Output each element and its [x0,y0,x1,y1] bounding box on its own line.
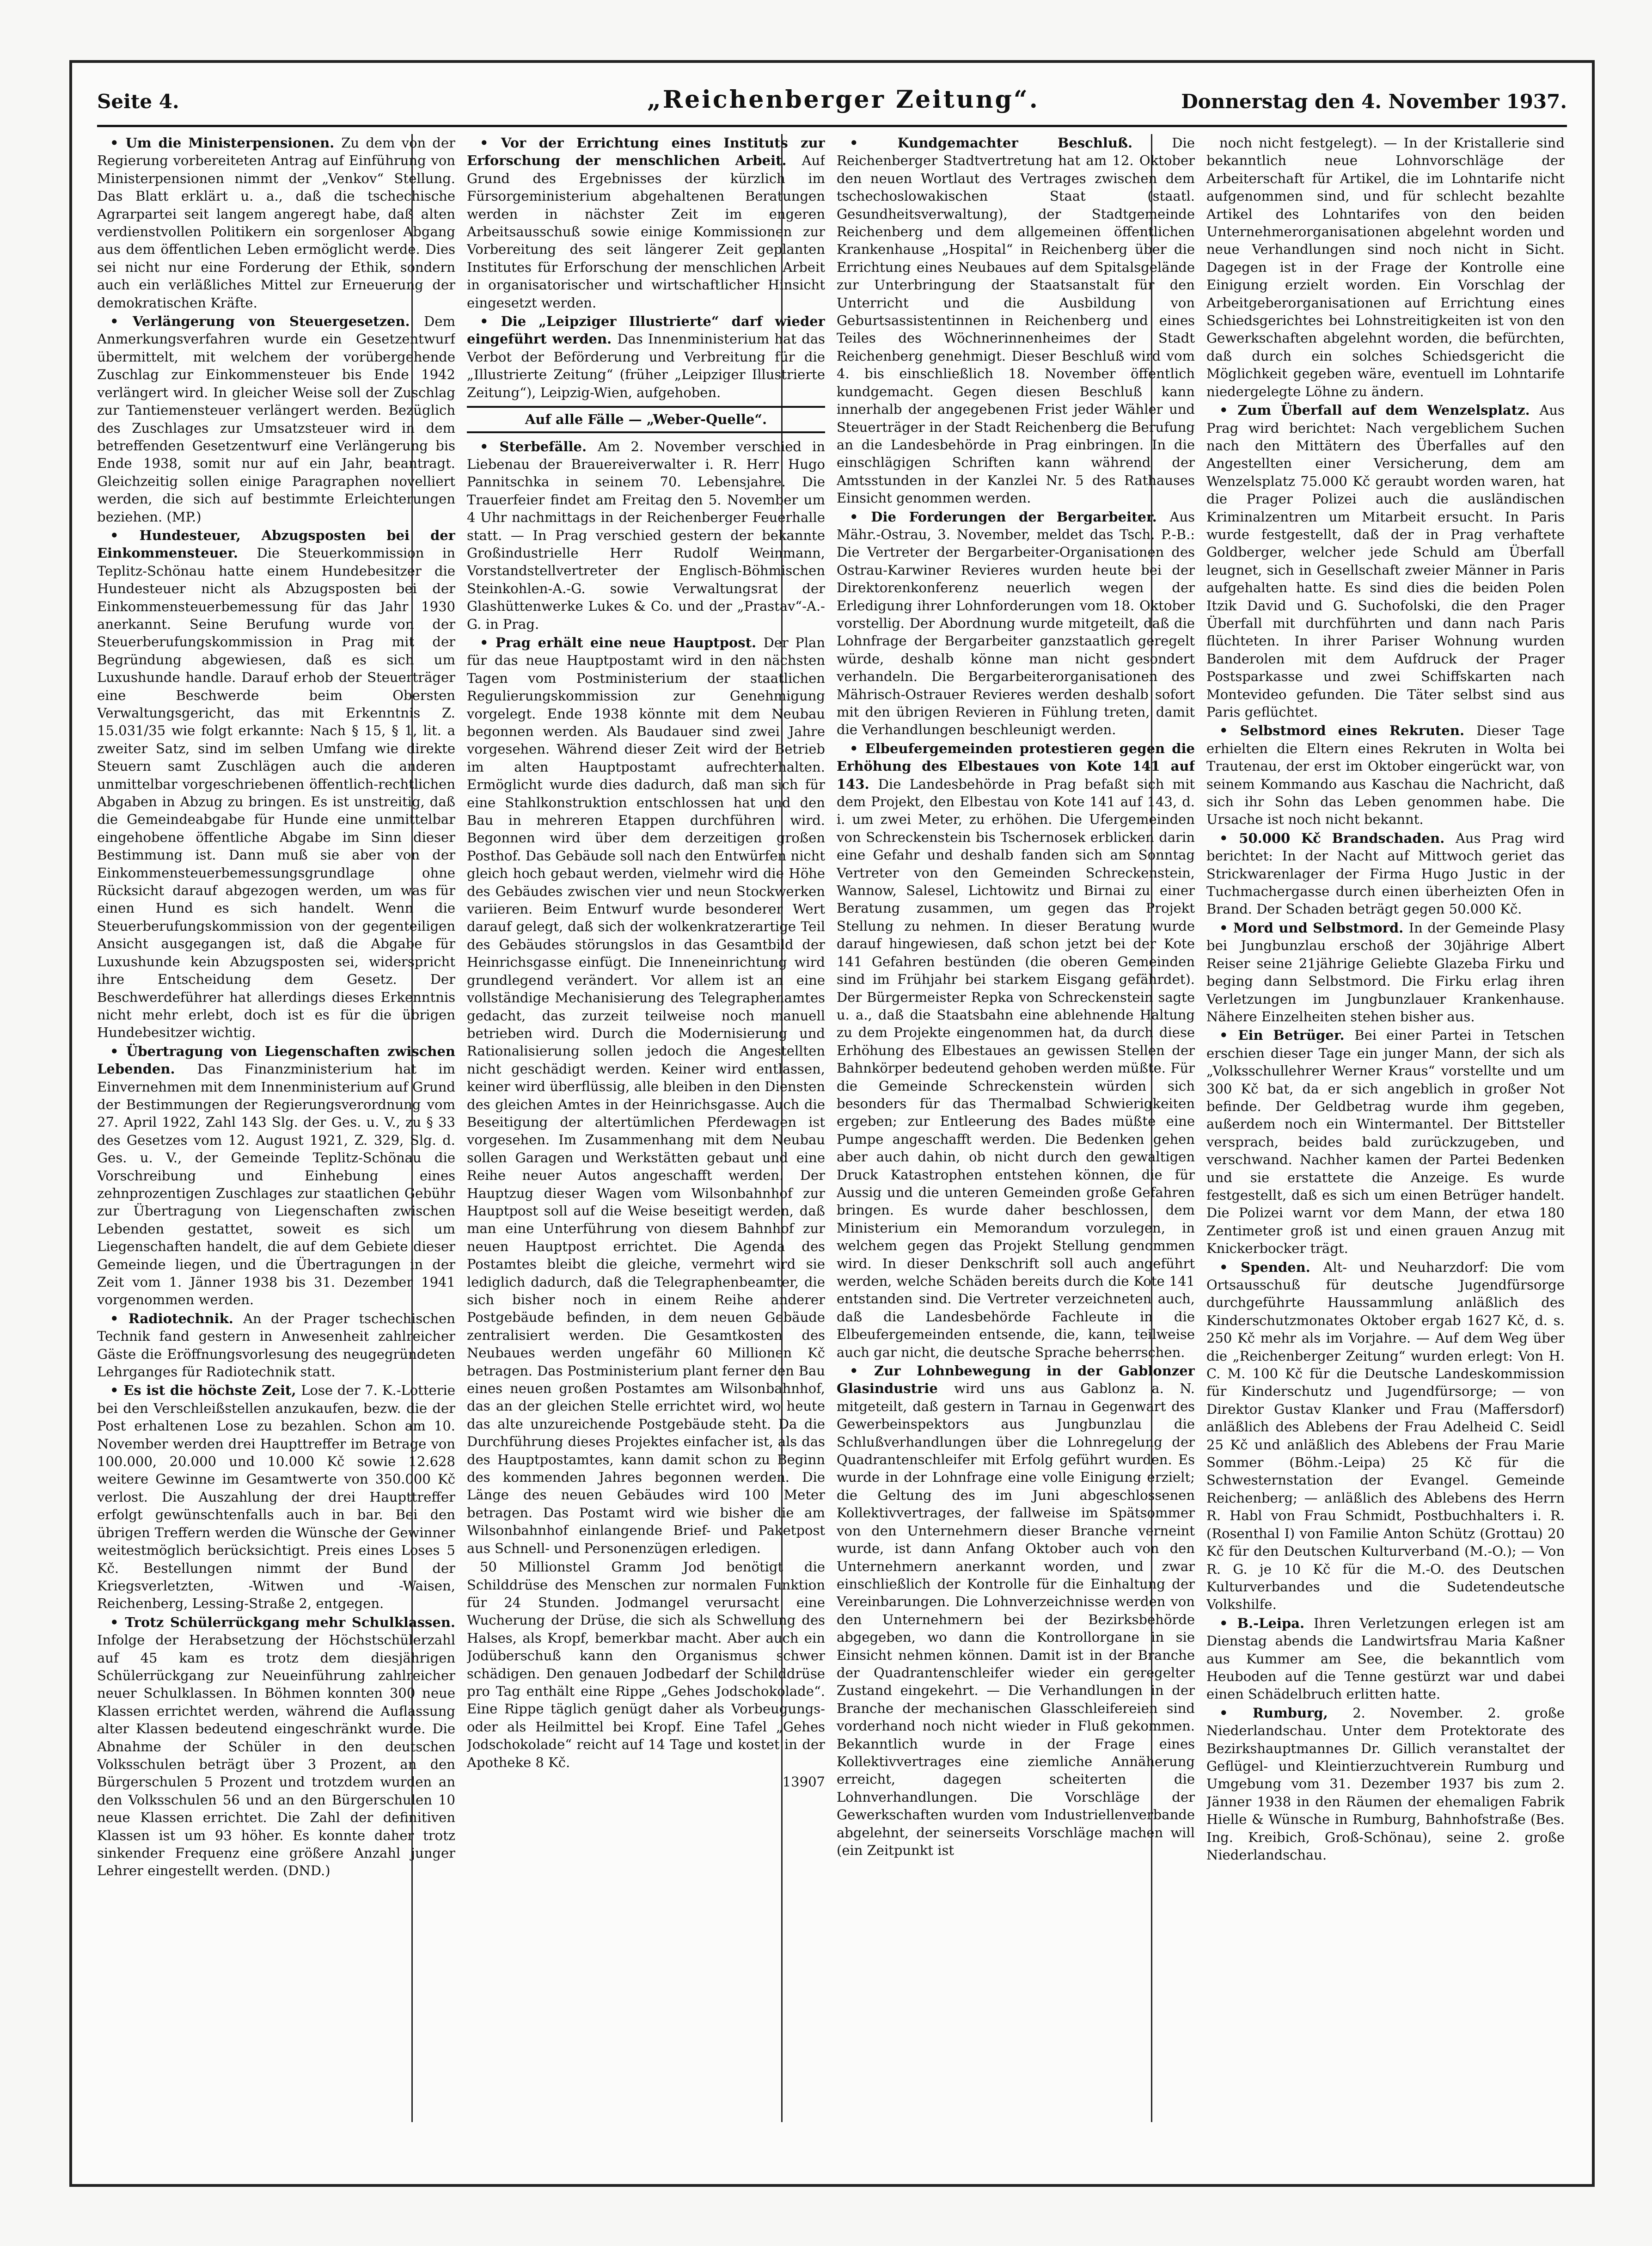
column-1 [97,134,455,2122]
article-paragraph [97,1614,455,1880]
article-text: Aus Mähr.-Ostrau, 3. November, meldet das Tsch. P.-B.: Die Vertreter der Bergarbeiter-Organisationen des Ostrau-Karwiner Revieres wurden heute bei der Direktorenkonferenz neuerlich wegen der Erledigung ihrer Lohnforderungen vom 18. Oktober vorstellig. Der Abordnung wurde mitgeteilt, daß die Lohnfrage der Bergarbeiter ganzstaatlich geregelt würde, deshalb könne man nicht gesondert verhandeln. Die Bergarbeiterorganisationen des Mährisch-Ostrauer Revieres werden deshalb sofort mit den übrigen Revieren in Fühlung treten, damit die Verhandlungen beschleunigt werden. [837,509,1195,738]
article-paragraph [1206,1614,1565,1703]
article-paragraph [97,1381,455,1612]
article-paragraph [97,313,455,526]
article-paragraph [1206,919,1565,1025]
article-text: Die Reichenberger Stadtvertretung hat am 12. Oktober den neuen Wortlaut des Vertrages zwischen dem tschechoslowakischen Staat (staatl. Gesundheitsverwaltung), der Stadtgemeinde Reichenberg und dem allgemeinen öffentlichen Krankenhause „Hospital“ in Reichenberg über die Errichtung eines Neubaues auf dem Spitalsgelände zur Unterbringung der Staatsanstalt für den Unterricht und die Ausbildung von Geburtsassistentinnen in Reichenberg und eines Teiles des Wöchnerinnenheimes der Stadt Reichenberg genehmigt. Dieser Beschluß wird vom 4. bis einschließlich 18. November öffentlich kundgemacht. Gegen diesen Beschluß kann innerhalb der angegebenen Frist jeder Wähler und Steuerträger in der Stadt Reichenberg die Berufung an die Landesbehörde in Prag einbringen. In die einschlägigen Schriften kann während der Amtsstunden in der Kanzlei Nr. 5 des Rathauses Einsicht genommen werden. [837,135,1195,506]
article-text: Die Landesbehörde in Prag befaßt sich mit dem Projekt, den Elbestau von Kote 141 auf 143, d. i. um zwei Meter, zu erhöhen. Die Ufergemeinden von Schreckenstein bis Tschernosek erblicken darin eine Gefahr und deshalb fanden sich am Sonntag Vertreter von den Gemeinden Schreckenstein, Wannow, Salesel, Lichtowitz und Birnai zu einer Beratung zusammen, um gegen das Projekt Stellung zu nehmen. In dieser Beratung wurde darauf hingewiesen, daß schon jetzt bei der Kote 141 Gefahren bestünden (die oberen Gemeinden sind im Frühjahr bei starkem Eisgang gefährdet). Der Bürgermeister Repka von Schreckenstein sagte u. a., daß die Staatsbahn eine ablehnende Haltung zu dem Projekte eingenommen hat, da durch diese Erhöhung des Elbestaues an gewissen Stellen der Bahnkörper bedeutend gehoben werden müßte. Für die Gemeinde Schreckenstein würden sich besonders für das Thermalbad Schwierigkeiten ergeben; zur Entleerung des Bades müßte eine Pumpe angeschafft werden. Die Bedenken gehen aber auch dahin, ob nicht durch den gewaltigen Druck Katastrophen entstehen können, die für Aussig und die unteren Gemeinden große Gefahren bringen. Es wurde daher beschlossen, dem Ministerium ein Memorandum vorzulegen, in welchem gegen das Projekt Stellung genommen wird. In dieser Denkschrift soll auch angeführt werden, welche Schäden bereits durch die Kote 141 entstanden sind. Die Vertreter verzeichneten auch, daß die Landesbehörde Fachleute in die Elbeufergemeinden entsende, die, kann, teilweise auch gar nicht, die deutsche Sprache beherrschen. [837,776,1195,1360]
article-text: Lose der 7. K.-Lotterie bei den Verschleißstellen anzukaufen, bezw. die der Post erhaltenen Lose zu bezahlen. Schon am 10. November werden drei Haupttreffer im Betrage von 100.000, 20.000 und 10.000 Kč sowie 12.628 weitere Gewinne im Gesamtwerte von 350.000 Kč verlost. Die Auszahlung der drei Haupttreffer erfolgt gewünschtenfalls auch in bar. Bei den übrigen Treffern werden die Wünsche der Gewinner weitestmöglich berücksichtigt. Preis eines Loses 5 Kč. Bestellungen nimmt der Bund der Kriegsverletzten, -Witwen und -Waisen, Reichenberg, Lessing-Straße 2, entgegen. [97,1382,455,1612]
article-paragraph [1206,134,1565,400]
article-paragraph [467,313,825,401]
article-text: Das Innenministerium hat das Verbot der Beförderung und Verbreitung für die „Illustrierte Zeitung“ (früher „Leipziger Illustrierte Zeitung“), Leipzig-Wien, aufgehoben. [467,331,825,400]
article-heading: • Trotz Schülerrückgang mehr Schulklassen. [110,1614,455,1630]
article-text: Dem Anmerkungsverfahren wurde ein Gesetzentwurf übermittelt, mit welchem der vorübergehende Zuschlag zur Einkommensteuer bis Ende 1942 verlängert wird. In gleicher Weise soll der Zuschlag zur Tantiemensteuer verlängert werden. Bezüglich des Zuschlages zur Umsatzsteuer wird in dem betreffenden Gesetzentwurf eine Verlängerung bis Ende 1938, somit nur auf ein Jahr, beantragt. Gleichzeitig sollen einige Paragraphen novelliert werden, die sich auf bestimmte Erleichterungen beziehen. (MP.) [97,313,455,525]
article-paragraph [467,1558,825,1771]
article-heading: • Selbstmord eines Rekruten. [1219,723,1477,739]
article-heading: • Radiotechnik. [110,1310,244,1326]
article-text: Alt- und Neuharzdorf: Die vom Ortsausschuß für deutsche Jugendfürsorge durchgeführte Haussammlung anläßlich des Kinderschutzmonates Oktober ergab 1627 Kč, d. s. 250 Kč mehr als im Vorjahre. — Auf dem Weg über die „Reichenberger Zeitung“ wurden erlegt: Von H. C. M. 100 Kč für die Deutsche Landeskommission für Kinderschutz und Jugendfürsorge; — von Direktor Gustav Klanker und Frau (Maffersdorf) anläßlich des Ablebens der Frau Adelheid C. Seidl 25 Kč und anläßlich des Ablebens der Frau Marie Sommer (Böhm.-Leipa) 25 Kč für die Schwesternstation der Evangel. Gemeinde Reichenberg; — anläßlich des Ablebens des Herrn R. Habl von Frau Schmidt, Postbuchhalters i. R. (Rosenthal I) von Familie Anton Schütz (Grottau) 20 Kč für den Deutschen Kulturverband (M.-O.); — Von R. G. je 10 Kč für die M.-O. des Deutschen Kulturverbandes und die Sudetendeutsche Volkshilfe. [1206,1259,1565,1613]
article-text: 2. November. 2. große Niederlandschau. Unter dem Protektorate des Bezirkshauptmannes Dr. Gillich veranstaltet der Geflügel- und Kleintierzuchtverein Rumburg und Umgebung vom 31. Dezember 1937 bis zum 2. Jänner 1938 in den Räumen der ehemaligen Fabrik Hielle & Wünsche in Rumburg, Bahnhofstraße (Bes. Ing. Kreibich, Groß-Schönau), seine 2. große Niederlandschau. [1206,1705,1565,1863]
article-heading: • Zum Überfall auf dem Wenzelsplatz. [1219,402,1540,418]
column-2 [467,134,825,2122]
article-paragraph [1206,1026,1565,1257]
article-text: 50 Millionstel Gramm Jod benötigt die Schilddrüse des Menschen zur normalen Funktion für 24 Stunden. Jodmangel verursacht eine Wucherung der Drüse, die sich als Schwellung des Halses, als Kropf, bemerkbar macht. Aber auch ein Jodüberschuß kann den Organismus schwer schädigen. Den genauen Jodbedarf der Schilddrüse pro Tag enthält eine Rippe „Gehes Jodschokolade“. Eine Rippe täglich genügt daher als Vorbeugungs- oder als Heilmittel bei Kropf. Eine Tafel „Gehes Jodschokolade“ reicht auf 14 Tage und kostet in der Apotheke 8 Kč. [467,1559,825,1770]
article-paragraph [1206,401,1565,721]
article-text: Am 2. November verschied in Liebenau der Brauereiverwalter i. R. Herr Hugo Pannitschka in seinem 70. Lebensjahre. Die Trauerfeier findet am Freitag den 5. November um 4 Uhr nachmittags in der Reichenberger Feuerhalle statt. — In Prag verschied gestern der bekannte Großindustrielle Herr Rudolf Weinmann, Vorstandstellvertreter der Englisch-Böhmischen Steinkohlen-A.-G. sowie Verwaltungsrat der Glashüttenwerke Lukes & Co. und der „Prastav“-A.-G. in Prag. [467,438,825,632]
article-text: Dieser Tage erhielten die Eltern eines Rekruten in Wolta bei Trautenau, der erst im Oktober eingerückt war, von seinem Kommando aus Kaschau die Nachricht, daß sich ihr Sohn das Leben genommen habe. Die Ursache ist noch nicht bekannt. [1206,723,1565,828]
article-paragraph [1206,722,1565,828]
article-heading: • Um die Ministerpensionen. [110,135,342,151]
article-paragraph [1206,1258,1565,1614]
article-paragraph [97,527,455,1042]
article-heading: • Zur Lohnbewegung in der Gablonzer Glasindustrie [837,1363,1195,1397]
article-heading: • Es ist die höchste Zeit, [110,1382,301,1399]
article-paragraph [467,134,825,312]
article-heading: • Übertragung von Liegenschaften zwischen Lebenden. [97,1043,455,1077]
ad-reference-number: 13907 [782,1773,825,1790]
article-heading: • Spenden. [1219,1259,1323,1275]
article-text: Der Plan für das neue Hauptpostamt wird in den nächsten Tagen vom Postministerium der staatlichen Regulierungskommission zur Genehmigung vorgelegt. Ende 1938 könnte mit dem Neubau begonnen werden. Als Baudauer sind zwei Jahre vorgesehen. Während dieser Zeit wird der Betrieb im alten Hauptpostamt aufrechterhalten. Ermöglicht wurde dies dadurch, daß man sich für eine Stahlkonstruktion entschlossen hat und den Bau in mehreren Etappen durchführen wird. Begonnen wird über dem derzeitigen großen Posthof. Das Gebäude soll nach den Entwürfen nicht gleich hoch gebaut werden, vielmehr wird die Höhe des Gebäudes zwischen vier und neun Stockwerken variieren. Beim Entwurf wurde besonderer Wert darauf gelegt, daß sich der wolkenkratzerartige Teil des Gebäudes störungslos in das Gesamtbild der Heinrichsgasse einfügt. Die Inneneinrichtung wird grundlegend verändert. Vor allem ist an eine vollständige Mechanisierung des Telegraphenamtes gedacht, das zurzeit teilweise noch manuell betrieben wird. Durch die Modernisierung und Rationalisierung sollen jedoch die Angestellten nicht geschädigt werden. Keiner wird entlassen, keiner wird überflüssig, alle bleiben in den Diensten des gleichen Amtes in der Heinrichsgasse. Auch die Beseitigung der altertümlichen Pferdewagen ist vorgesehen. Im Zusammenhang mit dem Neubau sollen Garagen und Werkstätten gebaut und eine Reihe neuer Autos angeschafft werden. Der Hauptzug dieser Wagen vom Wilsonbahnhof zur Hauptpost soll auf die Weise beseitigt werden, daß man eine Unterführung von diesem Bahnhof zur neuen Hauptpost errichtet. Die Agenda des Postamtes bleibt die gleiche, vermehrt wird sie lediglich dadurch, daß die Telegraphenbeamter, die sich bisher noch in einem Reihe anderer Postgebäude befinden, in dem neuen Gebäude zentralisiert werden. Die Gesamtkosten des Neubaues werden ungefähr 60 Millionen Kč betragen. Das Postministerium plant ferner den Bau eines neuen großen Postamtes am Wilsonbahnhof, das an der gleichen Stelle errichtet wird, wo heute das alte unzureichende Postgebäude steht. Da die Durchführung dieses Projektes einfacher ist, als das des Hauptpostamtes, kann damit schon zu Beginn des kommenden Jahres begonnen werden. Die Länge des neuen Gebäudes wird 100 Meter betragen. Das Postamt wird wie bisher die am Wilsonbahnhof einlangende Brief- und Paketpost aus Schnell- und Personenzügen erledigen. [467,634,825,1556]
article-heading: • Elbeufergemeinden protestieren gegen die Erhöhung des Elbestaues von Kote 141 auf 143. [837,740,1195,792]
article-paragraph [1206,1704,1565,1864]
page-number: Seite 4. [97,90,179,113]
article-heading: • Ein Betrüger. [1219,1027,1355,1043]
article-paragraph [1206,829,1565,918]
article-text: Die Steuerkommission in Teplitz-Schönau hatte einem Hundebesitzer die Hundesteuer nicht als Abzugsposten bei der Einkommensteuerbemessung für das Jahr 1930 anerkannt. Seine Berufung wurde von der Steuerberufungskommission in Prag mit der Begründung abgewiesen, daß es sich um Luxushunde handle. Darauf erhob der Steuerträger eine Beschwerde beim Obersten Verwaltungsgericht, das mit Erkenntnis Z. 15.031/35 wie folgt erkannte: Nach § 15, § 1, lit. a zweiter Satz, sind im selben Umfang wie direkte Steuern samt Zuschlägen auch die anderen unmittelbar vorgeschriebenen öffentlich-rechtlichen Abgaben in Abzug zu bringen. Es ist unstreitig, daß die Gemeindeabgabe für Hunde eine unmittelbar eingehobene öffentliche Abgabe im Sinn dieser Bestimmung ist. Dann muß sie aber von der Einkommensteuerbemessungsgrundlage ohne Rücksicht darauf abgezogen werden, um was für einen Hund es sich handelt. Wenn die Steuerberufungskommission von der gegenteiligen Ansicht ausgegangen ist, daß die Abgabe für Luxushunde kein Abzugsposten sei, widerspricht ihre Entscheidung dem Gesetz. Der Beschwerdeführer hat allerdings dieses Erkenntnis nicht mehr erlebt, doch ist es für die übrigen Hundebesitzer wichtig. [97,545,455,1041]
article-paragraph [837,134,1195,507]
newspaper-title: „Reichenberger Zeitung“. [647,86,1040,114]
article-text: Infolge der Herabsetzung der Höchstschülerzahl auf 45 kam es trotz dem diesjährigen Schülerrückgang zur Neueinführung zahlreicher neuer Schulklassen. In Böhmen konnten 300 neue Klassen errichtet werden, während die Auflassung alter Klassen bedeutend eingeschränkt wurde. Die Abnahme der Schüler in den deutschen Volksschulen beträgt über 3 Prozent, an den Bürgerschulen 5 Prozent und trotzdem wurden an den Volksschulen 56 und an den Bürgerschulen 10 neue Klassen errichtet. Die Zahl der definitiven Klassen ist um 93 höher. Es konnte daher trotz sinkender Frequenz eine größere Anzahl junger Lehrer eingestellt werden. (DND.) [97,1632,455,1879]
article-text: An der Prager tschechischen Technik fand gestern in Anwesenheit zahlreicher Gäste die Eröffnungsvorlesung des neugegründeten Lehrganges für Radiotechnik statt. [97,1310,455,1380]
article-paragraph [837,508,1195,739]
article-heading: • Verlängerung von Steuergesetzen. [110,313,424,330]
article-text: Aus Prag wird berichtet: In der Nacht auf Mittwoch geriet das Strickwarenlager der Firma Hugo Justic in der Tuchmachergasse durch einen überheizten Ofen in Brand. Der Schaden beträgt gegen 50.000 Kč. [1206,830,1565,917]
issue-date: Donnerstag den 4. November 1937. [1181,90,1567,113]
article-heading: • B.-Leipa. [1219,1615,1314,1631]
article-heading: • Prag erhält eine neue Hauptpost. [480,634,764,650]
article-paragraph [97,134,455,312]
article-text: Aus Prag wird berichtet: Nach vergeblichem Suchen nach den Mittätern des Überfalles auf den Angestellten einer Versicherung, dem am Wenzelsplatz 75.000 Kč geraubt worden waren, hat die Prager Polizei auch die ausländischen Kriminalzentren um Mitarbeit ersucht. In Paris wurde festgestellt, daß der in Prag verhaftete Goldberger, welcher jede Schuld am Überfall leugnet, sich in Gesellschaft zweier Männer in Paris aufgehalten hatte. Es sind dies die beiden Polen Itzik David und G. Suchofolski, die den Prager Überfall mit durchführten und dann nach Paris flüchteten. In ihrer Pariser Wohnung wurden Banderolen mit dem Aufdruck der Prager Postsparkasse und zwei Schiffskarten nach Montevideo gefunden. Die Täter selbst sind aus Paris geflüchtet. [1206,402,1565,720]
article-paragraph [467,634,825,1557]
column-3 [837,134,1195,2122]
article-text: Bei einer Partei in Tetschen erschien dieser Tage ein junger Mann, der sich als „Volksschullehrer Werner Kraus“ vorstellte und um 300 Kč bat, da er sich angeblich in großer Not befinde. Der Geldbetrag wurde ihm gegeben, außerdem noch ein Wintermantel. Der Bittsteller versprach, beides bald zurückzugeben, und verschwand. Nachher kamen der Partei Bedenken und sie erstattete die Anzeige. Es wurde festgestellt, daß es sich um einen Betrüger handelt. Die Polizei warnt vor dem Mann, der etwa 180 Zentimeter groß ist und einen grauen Anzug mit Knickerbocker trägt. [1206,1027,1565,1257]
article-heading: • Die Forderungen der Bergarbeiter. [850,509,1170,525]
article-paragraph [837,740,1195,1361]
advertisement-box: Auf alle Fälle — „Weber-Quelle“. [467,406,825,433]
article-heading: • Die „Leipziger Illustrierte“ darf wieder eingeführt werden. [467,313,825,347]
article-heading: • Mord und Selbstmord. [1219,920,1409,936]
article-heading: • 50.000 Kč Brandschaden. [1219,830,1456,846]
article-paragraph [837,1362,1195,1859]
article-heading: • Kundgemachter Beschluß. [850,135,1172,151]
article-heading: • Rumburg, [1219,1705,1353,1721]
article-paragraph [97,1043,455,1309]
article-text: Das Finanzministerium hat im Einvernehmen mit dem Innenministerium auf Grund der Bestimmungen der Regierungsverordnung vom 27. April 1922, Zahl 143 Slg. der Ges. u. V., zu § 33 des Gesetzes vom 12. August 1921, Z. 329, Slg. d. Ges. u. V., der Gemeinde Teplitz-Schönau die Vorschreibung und Einhebung eines zehnprozentigen Zuschlages zur staatlichen Gebühr zur Übertragung von Liegenschaften zwischen Lebenden gestattet, soweit es sich um Liegenschaften handelt, die auf dem Gebiete dieser Gemeinde liegen, und die Übertragungen in der Zeit vom 1. Jänner 1938 bis 31. Dezember 1941 vorgenommen werden. [97,1061,455,1308]
header-rule [97,125,1567,127]
article-paragraph [97,1310,455,1381]
article-text: noch nicht festgelegt). — In der Kristallerie sind bekanntlich neue Lohnvorschläge der Arbeiterschaft für Artikel, die im Lohntarife nicht aufgenommen sind, und für schlecht bezahlte Artikel des Lohntarifes von den beiden Unternehmerorganisationen abgelehnt worden und neue Verhandlungen sind noch nicht in Sicht. Dagegen ist in der Frage der Kontrolle eine Einigung erzielt worden. Ein Vorschlag der Arbeitgeberorganisationen auf Errichtung eines Schiedsgerichtes bei Lohnstreitigkeiten ist von den Gewerkschaften abgelehnt worden, die befürchten, daß durch ein solches Schiedsgericht die Möglichkeit gegeben wäre, eventuell im Lohntarife niedergelegte Löhne zu ändern. [1206,135,1565,399]
article-text: wird uns aus Gablonz a. N. mitgeteilt, daß gestern in Tarnau in Gegenwart des Gewerbeinspektors aus Jungbunzlau die Schlußverhandlungen über die Lohnregelung der Quadrantenschleifer mit Erfolg geführt wurden. Es wurde in der Lohnfrage eine volle Einigung erzielt; die Geltung des im Juni abgeschlossenen Kollektivvertrages, der fallweise im Spätsommer von den Unternehmern dieser Branche verneint wurde, ist dann Anfang Oktober auch von den Unternehmern anerkannt worden, und zwar einschließlich der Kontrolle für die Einhaltung der Vereinbarungen. Die Lohnverzeichnisse werden von den Unternehmern bei der Bezirksbehörde abgegeben, wo dann die Kontrollorgane in sie Einsicht nehmen können. Damit ist in der Branche der Quadrantenschleifer wieder ein geregelter Zustand eingekehrt. — Die Verhandlungen in der Branche der mechanischen Glasschleifereien sind vorderhand noch nicht wieder in Fluß gekommen. Bekanntlich wurde in der Frage eines Kollektivvertrages eine ziemliche Annäherung erreicht, dagegen scheiterten die Lohnverhandlungen. Die Vorschläge der Gewerkschaften wurden vom Industriellenverbande abgelehnt, der seinerseits Vorschläge machen will (ein Zeitpunkt ist [837,1381,1195,1858]
article-heading: • Sterbefälle. [480,438,598,454]
article-paragraph [467,438,825,633]
column-4 [1206,134,1565,2122]
article-text: Auf Grund des Ergebnisses der kürzlich im Fürsorgeministerium abgehaltenen Beratungen werden in nächster Zeit im engeren Arbeitsausschuß sowie einige Kommissionen zur Vorbereitung des seit längerer Zeit geplanten Institutes für Erforschung der menschlichen Arbeit in organisatorischer und wirtschaftlicher Hinsicht eingesetzt werden. [467,153,825,311]
article-heading: • Vor der Errichtung eines Instituts zur Erforschung der menschlichen Arbeit. [467,135,825,169]
article-text: Ihren Verletzungen erlegen ist am Dienstag abends die Landwirtsfrau Maria Kaßner aus Kummer am See, die bekanntlich vom Heuboden auf die Tenne gestürzt war und dabei einen Schädelbruch erlitten hatte. [1206,1615,1565,1702]
article-text: In der Gemeinde Plasy bei Jungbunzlau erschoß der 30jährige Albert Reiser seine 21jährige Geliebte Glazeba Firku und beging dann Selbstmord. Die Firku erlag ihren Verletzungen im Jungbunzlauer Krankenhause. Nähere Einzelheiten stehen bisher aus. [1206,920,1565,1025]
article-text: Zu dem von der Regierung vorbereiteten Antrag auf Einführung von Ministerpensionen nimmt der „Venkov“ Stellung. Das Blatt erklärt u. a., daß die tschechische Agrarpartei seit langem angeregt habe, daß alten verdienstvollen Politikern ein sorgenloser Abgang aus dem öffentlichen Leben ermöglicht werde. Dies sei nicht nur eine Forderung der Ethik, sondern auch ein verläßliches Mittel zur Erneuerung der demokratischen Kräfte. [97,135,455,311]
article-heading: • Hundesteuer, Abzugsposten bei der Einkommensteuer. [97,527,455,561]
